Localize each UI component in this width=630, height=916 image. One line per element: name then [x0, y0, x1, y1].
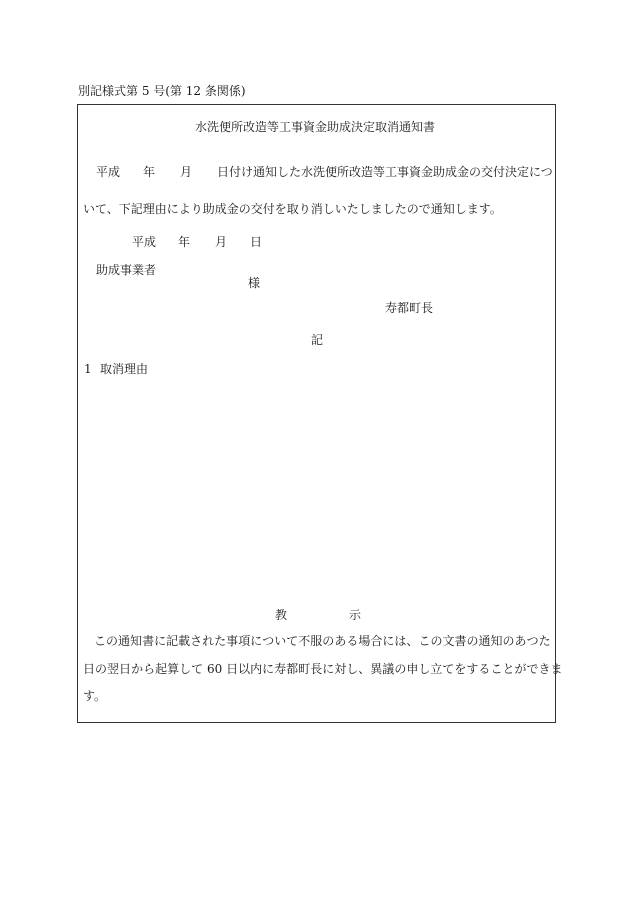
reason-label: 取消理由 [100, 362, 149, 376]
instruction-line-3: す。 [83, 689, 107, 703]
body-line1-text: 日付け通知した水洗便所改造等工事資金助成金の交付決定につ [217, 165, 553, 179]
body-era: 平成 [96, 165, 121, 179]
body-month-label: 月 [180, 165, 193, 179]
reason-number: 1 [84, 362, 92, 376]
recipient-honorific: 様 [248, 276, 261, 290]
date-day-label: 日 [250, 235, 263, 249]
instruction-line-2: 日 の 翌 日 か ら 起 算 し て 6 0 日 以 内 に 寿 都 町 長 に 対 し 、 異 議 の 申 し 立 て を す る こ と が で き ま [83, 662, 563, 676]
instruction-heading-left: 教 [275, 608, 288, 622]
date-era: 平成 [132, 235, 157, 249]
instruction-heading-right: 示 [349, 608, 362, 622]
date-month-label: 月 [215, 235, 228, 249]
instruction-line-1: こ の 通 知 書 に 記 載 さ れ た 事 項 に つ い て 不 服 の あ る 場 合 に は 、 こ の 文 書 の 通 知 の あ つ た [94, 634, 551, 648]
document-title: 水洗便所改造等工事資金助成決定取消通知書 [194, 120, 435, 134]
recipient-label: 助成事業者 [96, 263, 157, 277]
body-line2-text: いて、下記理由により助成金の交付を取り消しいたしましたので通知します。 [83, 202, 502, 216]
document-frame [77, 104, 563, 723]
date-year-label: 年 [178, 235, 191, 249]
ki-heading: 記 [311, 333, 324, 347]
issuer-name: 寿都町長 [385, 301, 434, 315]
body-year-label: 年 [143, 165, 156, 179]
form-number-header: 別記様式第 5 号(第 12 条関係) [78, 84, 246, 98]
